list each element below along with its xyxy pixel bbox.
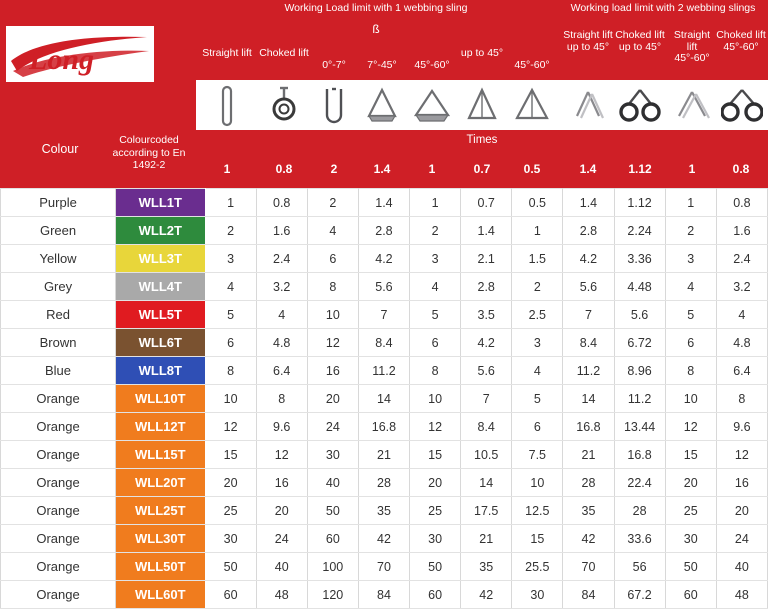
- table-row: [1, 357, 768, 385]
- cell-wll-value: 5: [665, 301, 716, 329]
- factor-two-choked-45: 1.12: [628, 162, 652, 176]
- cell-colour-name: Blue: [1, 357, 116, 385]
- cell-wll-value: 9.6: [256, 413, 307, 441]
- cell-wll-value: 3: [512, 329, 563, 357]
- cell-wll-value: 30: [307, 441, 358, 469]
- cell-wll-value: 1: [205, 189, 256, 217]
- table-row: [1, 581, 768, 609]
- cell-wll-value: 6: [205, 329, 256, 357]
- two-sling-choked-45-icon: [614, 81, 666, 131]
- cell-colour-name: Brown: [1, 329, 116, 357]
- cell-wll-value: 5.6: [563, 273, 614, 301]
- cell-wll-value: 1.4: [563, 189, 614, 217]
- group-title-one-sling: Working Load limit with 1 webbing sling: [284, 2, 468, 14]
- cell-wll-value: 7.5: [512, 441, 563, 469]
- cell-wll-value: 50: [410, 553, 461, 581]
- colhead-straight-lift: Straight lift: [202, 47, 252, 59]
- factor-straight-lift: 1: [223, 162, 231, 176]
- cell-wll-value: 0.7: [461, 189, 512, 217]
- cell-wll-value: 10.5: [461, 441, 512, 469]
- cell-wll-value: 0.5: [512, 189, 563, 217]
- cell-wll-value: 4.2: [358, 245, 409, 273]
- cell-wll-value: 4.8: [716, 329, 767, 357]
- factor-45-60: 1: [428, 162, 436, 176]
- brand-logo: [6, 26, 154, 82]
- cell-wll-value: 2.8: [461, 273, 512, 301]
- cell-wll-value: 21: [461, 525, 512, 553]
- colhead-choked-lift: Choked lift: [259, 47, 309, 59]
- cell-wll-value: 42: [358, 525, 409, 553]
- cell-wll-value: 4: [665, 273, 716, 301]
- cell-wll-code: WLL50T: [116, 553, 205, 581]
- cell-colour-name: Red: [1, 301, 116, 329]
- cell-wll-value: 6: [512, 413, 563, 441]
- cell-wll-value: 30: [512, 581, 563, 609]
- cell-wll-value: 24: [256, 525, 307, 553]
- cell-wll-value: 35: [563, 497, 614, 525]
- cell-wll-value: 16.8: [614, 441, 665, 469]
- cell-wll-value: 4: [512, 357, 563, 385]
- cell-wll-value: 25: [410, 497, 461, 525]
- times-label: Times: [466, 134, 498, 146]
- cell-wll-value: 48: [716, 581, 767, 609]
- factor-basket-45-60: 0.5: [523, 162, 541, 176]
- cell-wll-value: 42: [461, 581, 512, 609]
- cell-colour-name: Purple: [1, 189, 116, 217]
- cell-wll-code: WLL15T: [116, 441, 205, 469]
- cell-wll-value: 4: [716, 301, 767, 329]
- cell-wll-value: 2: [512, 273, 563, 301]
- cell-wll-value: 1: [410, 189, 461, 217]
- cell-wll-value: 4.48: [614, 273, 665, 301]
- cell-wll-value: 24: [307, 413, 358, 441]
- cell-wll-code: WLL5T: [116, 301, 205, 329]
- cell-wll-value: 4: [205, 273, 256, 301]
- cell-wll-value: 6: [665, 329, 716, 357]
- cell-colour-name: Orange: [1, 525, 116, 553]
- cell-wll-value: 12: [665, 413, 716, 441]
- cell-wll-value: 2: [665, 217, 716, 245]
- cell-wll-value: 12.5: [512, 497, 563, 525]
- cell-wll-value: 56: [614, 553, 665, 581]
- wll-data-table: [0, 188, 768, 609]
- table-row: [1, 273, 768, 301]
- cell-wll-value: 10: [665, 385, 716, 413]
- basket-45-60-icon: [506, 81, 558, 131]
- colhead-45-60: 45°-60°: [414, 59, 450, 71]
- cell-wll-value: 12: [256, 441, 307, 469]
- sling-icon-strip: [196, 80, 768, 130]
- cell-wll-value: 5.6: [614, 301, 665, 329]
- cell-wll-value: 8: [665, 357, 716, 385]
- cell-wll-value: 40: [256, 553, 307, 581]
- cell-wll-value: 5.6: [358, 273, 409, 301]
- cell-wll-value: 3.36: [614, 245, 665, 273]
- cell-wll-value: 16: [307, 357, 358, 385]
- colhead-basket-45-60: 45°-60°: [514, 59, 550, 71]
- cell-wll-value: 22.4: [614, 469, 665, 497]
- cell-colour-name: Orange: [1, 385, 116, 413]
- cell-wll-value: 11.2: [614, 385, 665, 413]
- long-logo-icon: [7, 27, 153, 81]
- cell-wll-value: 11.2: [358, 357, 409, 385]
- cell-wll-value: 14: [358, 385, 409, 413]
- table-row: [1, 301, 768, 329]
- double-leg-7-45-icon: [358, 81, 406, 131]
- cell-wll-code: WLL8T: [116, 357, 205, 385]
- colhead-0-7: 0°-7°: [322, 59, 346, 71]
- svg-text:Long: Long: [29, 43, 95, 76]
- cell-wll-value: 6.4: [716, 357, 767, 385]
- cell-colour-name: Orange: [1, 497, 116, 525]
- cell-wll-value: 5.6: [461, 357, 512, 385]
- cell-wll-value: 20: [307, 385, 358, 413]
- cell-wll-value: 12: [410, 413, 461, 441]
- cell-wll-value: 20: [665, 469, 716, 497]
- cell-wll-value: 1.6: [256, 217, 307, 245]
- factor-up-to-45: 0.7: [473, 162, 491, 176]
- cell-colour-name: Grey: [1, 273, 116, 301]
- basket-up-to-45-icon: [458, 81, 506, 131]
- cell-wll-value: 2: [307, 189, 358, 217]
- cell-wll-value: 60: [410, 581, 461, 609]
- beta-symbol: ß: [372, 22, 380, 36]
- cell-wll-value: 70: [358, 553, 409, 581]
- cell-wll-value: 15: [205, 441, 256, 469]
- two-sling-choked-45-60-icon: [716, 81, 768, 131]
- cell-wll-value: 10: [410, 385, 461, 413]
- cell-colour-name: Orange: [1, 413, 116, 441]
- cell-wll-value: 21: [358, 441, 409, 469]
- colhead-two-straight-45: Straight lift up to 45°: [563, 29, 613, 53]
- cell-wll-value: 6.72: [614, 329, 665, 357]
- cell-wll-value: 7: [461, 385, 512, 413]
- table-row: [1, 245, 768, 273]
- cell-wll-value: 14: [461, 469, 512, 497]
- cell-wll-value: 16.8: [563, 413, 614, 441]
- table-row: [1, 413, 768, 441]
- cell-wll-value: 35: [461, 553, 512, 581]
- factor-0-7: 2: [330, 162, 338, 176]
- cell-wll-code: WLL1T: [116, 189, 205, 217]
- double-leg-45-60-icon: [406, 81, 458, 131]
- cell-wll-value: 17.5: [461, 497, 512, 525]
- cell-wll-value: 13.44: [614, 413, 665, 441]
- cell-wll-value: 1: [512, 217, 563, 245]
- cell-wll-value: 2.24: [614, 217, 665, 245]
- table-row: [1, 329, 768, 357]
- cell-wll-value: 10: [205, 385, 256, 413]
- cell-wll-value: 6: [307, 245, 358, 273]
- cell-wll-value: 2.4: [256, 245, 307, 273]
- cell-wll-value: 4: [256, 301, 307, 329]
- cell-wll-value: 40: [307, 469, 358, 497]
- colhead-two-choked-45: Choked lift up to 45°: [615, 29, 665, 53]
- double-leg-0-7-icon: [310, 81, 358, 131]
- cell-wll-value: 14: [563, 385, 614, 413]
- cell-wll-code: WLL6T: [116, 329, 205, 357]
- cell-wll-value: 8.4: [461, 413, 512, 441]
- cell-wll-value: 2.8: [563, 217, 614, 245]
- cell-wll-value: 2: [410, 217, 461, 245]
- cell-wll-code: WLL4T: [116, 273, 205, 301]
- table-row: [1, 525, 768, 553]
- cell-colour-name: Orange: [1, 553, 116, 581]
- cell-wll-value: 11.2: [563, 357, 614, 385]
- cell-wll-value: 4.2: [563, 245, 614, 273]
- cell-wll-value: 8: [256, 385, 307, 413]
- cell-wll-value: 9.6: [716, 413, 767, 441]
- factor-row: [0, 162, 768, 184]
- cell-wll-code: WLL30T: [116, 525, 205, 553]
- cell-wll-value: 15: [665, 441, 716, 469]
- cell-wll-value: 20: [205, 469, 256, 497]
- cell-wll-value: 3.5: [461, 301, 512, 329]
- cell-wll-value: 28: [614, 497, 665, 525]
- factor-two-choked-45-60: 0.8: [732, 162, 750, 176]
- cell-wll-value: 4: [307, 217, 358, 245]
- cell-wll-value: 100: [307, 553, 358, 581]
- table-row: [1, 217, 768, 245]
- cell-wll-value: 0.8: [716, 189, 767, 217]
- table-row: [1, 189, 768, 217]
- cell-wll-value: 8.4: [563, 329, 614, 357]
- cell-colour-name: Orange: [1, 469, 116, 497]
- cell-wll-value: 2: [205, 217, 256, 245]
- cell-wll-value: 5: [410, 301, 461, 329]
- cell-wll-value: 8: [410, 357, 461, 385]
- cell-wll-value: 21: [563, 441, 614, 469]
- colhead-two-straight-45-60: Straight lift 45°-60°: [673, 29, 711, 64]
- cell-wll-value: 16.8: [358, 413, 409, 441]
- cell-wll-code: WLL25T: [116, 497, 205, 525]
- cell-wll-value: 30: [665, 525, 716, 553]
- cell-wll-value: 1.4: [461, 217, 512, 245]
- cell-wll-value: 3: [410, 245, 461, 273]
- cell-wll-value: 35: [358, 497, 409, 525]
- cell-wll-value: 5: [205, 301, 256, 329]
- cell-wll-value: 8.96: [614, 357, 665, 385]
- cell-wll-value: 2.1: [461, 245, 512, 273]
- cell-wll-value: 30: [410, 525, 461, 553]
- cell-wll-value: 33.6: [614, 525, 665, 553]
- cell-wll-value: 84: [563, 581, 614, 609]
- cell-wll-value: 84: [358, 581, 409, 609]
- cell-wll-value: 16: [256, 469, 307, 497]
- cell-wll-code: WLL3T: [116, 245, 205, 273]
- cell-colour-name: Orange: [1, 441, 116, 469]
- table-row: [1, 553, 768, 581]
- cell-wll-value: 12: [716, 441, 767, 469]
- cell-wll-value: 3.2: [256, 273, 307, 301]
- factor-two-straight-45-60: 1: [688, 162, 696, 176]
- cell-wll-value: 120: [307, 581, 358, 609]
- cell-wll-code: WLL20T: [116, 469, 205, 497]
- cell-wll-value: 42: [563, 525, 614, 553]
- cell-wll-value: 15: [410, 441, 461, 469]
- chart-header: [0, 0, 768, 188]
- cell-wll-value: 1.5: [512, 245, 563, 273]
- two-sling-straight-45-60-icon: [668, 81, 716, 131]
- colhead-7-45: 7°-45°: [367, 59, 397, 71]
- cell-wll-value: 4.2: [461, 329, 512, 357]
- cell-wll-value: 12: [205, 413, 256, 441]
- cell-wll-value: 60: [665, 581, 716, 609]
- cell-wll-value: 67.2: [614, 581, 665, 609]
- cell-wll-value: 4: [410, 273, 461, 301]
- cell-wll-value: 20: [716, 497, 767, 525]
- cell-wll-value: 20: [410, 469, 461, 497]
- cell-wll-value: 7: [563, 301, 614, 329]
- cell-colour-name: Yellow: [1, 245, 116, 273]
- cell-wll-value: 70: [563, 553, 614, 581]
- cell-wll-value: 20: [256, 497, 307, 525]
- cell-colour-name: Orange: [1, 581, 116, 609]
- cell-wll-value: 3.2: [716, 273, 767, 301]
- cell-wll-value: 8: [307, 273, 358, 301]
- cell-wll-value: 25: [205, 497, 256, 525]
- cell-wll-value: 6: [410, 329, 461, 357]
- colour-column-label: Colour: [41, 142, 79, 156]
- colhead-two-choked-45-60: Choked lift 45°-60°: [716, 29, 766, 53]
- cell-wll-value: 5: [512, 385, 563, 413]
- cell-wll-value: 25: [665, 497, 716, 525]
- cell-wll-value: 2.4: [716, 245, 767, 273]
- table-row: [1, 497, 768, 525]
- cell-wll-value: 8.4: [358, 329, 409, 357]
- cell-wll-value: 25.5: [512, 553, 563, 581]
- cell-wll-value: 28: [563, 469, 614, 497]
- cell-wll-value: 1.4: [358, 189, 409, 217]
- cell-wll-value: 3: [665, 245, 716, 273]
- cell-wll-code: WLL2T: [116, 217, 205, 245]
- factor-7-45: 1.4: [373, 162, 391, 176]
- cell-wll-value: 40: [716, 553, 767, 581]
- cell-wll-value: 8: [716, 385, 767, 413]
- cell-wll-value: 1.6: [716, 217, 767, 245]
- cell-wll-value: 30: [205, 525, 256, 553]
- table-row: [1, 385, 768, 413]
- colhead-up-to-45: up to 45°: [460, 47, 504, 59]
- cell-wll-value: 15: [512, 525, 563, 553]
- factor-two-straight-45: 1.4: [579, 162, 597, 176]
- cell-wll-value: 2.8: [358, 217, 409, 245]
- choked-lift-sling-icon: [258, 81, 310, 131]
- cell-wll-value: 1: [665, 189, 716, 217]
- factor-choked-lift: 0.8: [275, 162, 293, 176]
- cell-wll-value: 28: [358, 469, 409, 497]
- cell-wll-value: 50: [665, 553, 716, 581]
- cell-wll-value: 10: [512, 469, 563, 497]
- cell-wll-value: 16: [716, 469, 767, 497]
- cell-wll-value: 0.8: [256, 189, 307, 217]
- cell-wll-value: 24: [716, 525, 767, 553]
- cell-colour-name: Green: [1, 217, 116, 245]
- cell-wll-code: WLL10T: [116, 385, 205, 413]
- cell-wll-value: 3: [205, 245, 256, 273]
- cell-wll-code: WLL12T: [116, 413, 205, 441]
- cell-wll-value: 7: [358, 301, 409, 329]
- group-title-two-slings: Working load limit with 2 webbing slings: [570, 2, 756, 14]
- cell-wll-value: 12: [307, 329, 358, 357]
- cell-wll-value: 2.5: [512, 301, 563, 329]
- cell-wll-value: 4.8: [256, 329, 307, 357]
- table-row: [1, 441, 768, 469]
- cell-wll-value: 1.12: [614, 189, 665, 217]
- cell-wll-value: 8: [205, 357, 256, 385]
- straight-lift-sling-icon: [196, 81, 258, 131]
- cell-wll-value: 50: [307, 497, 358, 525]
- colourcoded-column-label: Colourcoded according to En 1492-2: [112, 134, 186, 171]
- cell-wll-value: 60: [205, 581, 256, 609]
- two-sling-straight-45-icon: [562, 81, 614, 131]
- cell-wll-value: 50: [205, 553, 256, 581]
- cell-wll-value: 60: [307, 525, 358, 553]
- cell-wll-value: 48: [256, 581, 307, 609]
- table-row: [1, 469, 768, 497]
- cell-wll-code: WLL60T: [116, 581, 205, 609]
- cell-wll-value: 10: [307, 301, 358, 329]
- cell-wll-value: 6.4: [256, 357, 307, 385]
